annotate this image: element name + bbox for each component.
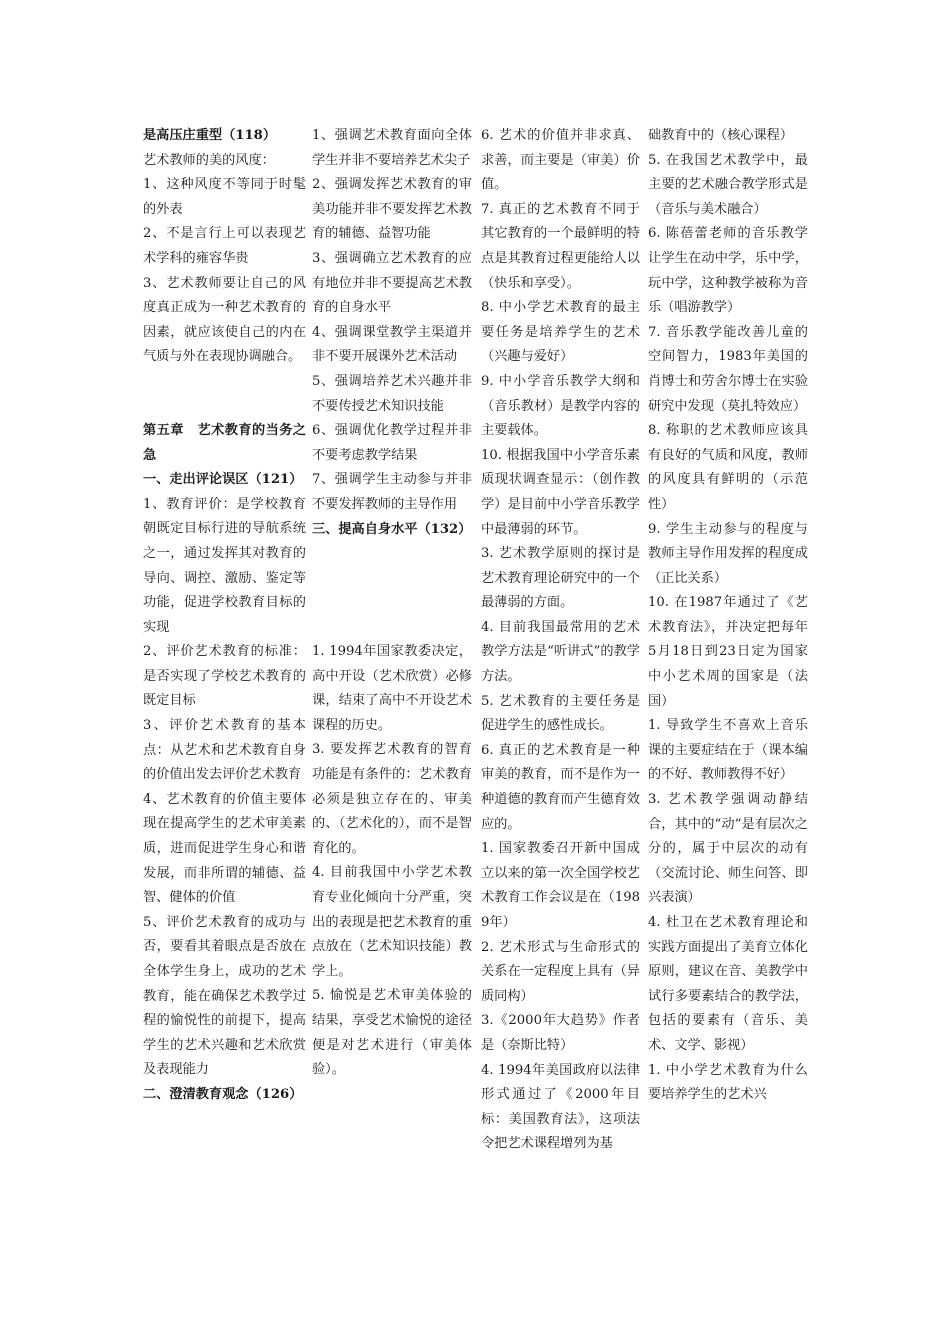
paragraph: 8. 称职的艺术教师应该具有良好的气质和风度，教师的风度具有鲜明的（示范性） — [648, 423, 808, 512]
column-spacer — [143, 370, 306, 419]
paragraph: 5、评价艺术教育的成功与否，要看其着眼点是否放在全体学生身上，成功的艺术教育，能在确保艺术教学过程的愉悦性的前提下，提高学生的艺术兴趣和艺术欣赏及表现能力 — [143, 914, 306, 1078]
paragraph: 2、强调发挥艺术教育的审美功能并非不要发挥艺术教育的辅德、益智功能 — [312, 177, 472, 242]
paragraph: 2. 艺术形式与生命形式的关系在一定程度上具有（异质同构） — [481, 939, 640, 1004]
text-column-2 — [312, 124, 472, 1083]
section-heading: 二、澄清教育观念（126） — [143, 1086, 303, 1102]
paragraph: 艺术教师的美的风度： — [143, 152, 275, 168]
paragraph: 4. 杜卫在艺术教育理论和实践方面提出了美育立体化原则，建议在音、美教学中试行多要素结合的教学法，包括的要素有（音乐、美术、文学、影视） — [648, 915, 808, 1053]
paragraph: 5. 艺术教育的主要任务是促进学生的感性成长。 — [481, 693, 640, 734]
paragraph: 2、评价艺术教育的标准：是否实现了学校艺术教育的既定目标 — [143, 644, 306, 709]
paragraph: 10. 根据我国中小学音乐素质现状调查显示：（创作教学）是目前中小学音乐教学中最薄弱的环节。 — [481, 447, 640, 537]
paragraph: 3、强调确立艺术教育的应有地位并非不要提高艺术教育的自身水平 — [312, 250, 472, 316]
paragraph: 础教育中的（核心课程） — [648, 128, 794, 143]
paragraph: 2、不是言行上可以表现艺术学科的雍容华贵 — [143, 226, 306, 266]
text-column-1 — [143, 124, 306, 1108]
paragraph: 6. 真正的艺术教育是一种审美的教育，而不是作为一种道德的教育而产生德育效应的。 — [481, 742, 640, 832]
paragraph: 3、评价艺术教育的基本点：从艺术和艺术教育自身的价值出发去评价艺术教育 — [143, 718, 306, 783]
paragraph: 6. 陈蓓蕾老师的音乐教学让学生在动中学，乐中学，玩中学，这种教学被称为音乐（唱游教学） — [648, 226, 808, 316]
paragraph: 4、强调课堂教学主渠道并非不要开展课外艺术活动 — [312, 324, 472, 365]
paragraph: 4、艺术教育的价值主要体现在提高学生的艺术审美素质，进而促进学生身心和谐发展，而非所谓的辅德、益智、健体的价值 — [143, 791, 306, 906]
section-heading: 三、提高自身水平（132） — [312, 521, 472, 537]
paragraph: 5、强调培养艺术兴趣并非不要传授艺术知识技能 — [312, 373, 472, 414]
paragraph: 9. 中小学音乐教学大纲和（音乐教材）是教学内容的主要载体。 — [481, 373, 640, 439]
section-heading: 第五章 艺术教育的当务之急 — [143, 422, 306, 463]
paragraph: 4. 1994年美国政府以法律形式通过了《2000年目标：美国教育法》，这项法令把艺术课程增列为基 — [481, 1062, 640, 1152]
paragraph: 1. 1994年国家教委决定，高中开设（艺术欣赏）必修课，结束了高中不开设艺术课程的历史。 — [312, 644, 472, 733]
paragraph: 6. 艺术的价值并非求真、求善，而主要是（审美）价值。 — [481, 128, 640, 193]
paragraph: 4. 目前我国最常用的艺术教学方法是“听讲式”的教学方法。 — [481, 619, 640, 685]
paragraph: 1. 导致学生不喜欢上音乐课的主要症结在于（课本编的不好、教师教得不好） — [648, 718, 808, 783]
paragraph: 3. 艺术教学强调动静结合，其中的“动”是有层次之分的，属于中层次的动有（交流讨论、师生问答、即兴表演） — [648, 792, 808, 906]
paragraph: 5. 愉悦是艺术审美体验的结果，享受艺术愉悦的途径便是对艺术进行（审美体验）。 — [312, 988, 472, 1078]
paragraph: 7、强调学生主动参与并非不要发挥教师的主导作用 — [312, 472, 472, 512]
text-column-4 — [648, 124, 808, 1108]
paragraph: 6、强调优化教学过程并非不要考虑教学结果 — [312, 423, 472, 463]
paragraph: 3. 艺术教学原则的探讨是艺术教育理论研究中的一个最薄弱的方面。 — [481, 546, 640, 611]
paragraph: 3、艺术教师要让自己的风度真正成为一种艺术教育的因素，就应该使自己的内在气质与外在表现协调融合。 — [143, 275, 306, 365]
paragraph: 8. 中小学艺术教育的最主要任务是培养学生的艺术（兴趣与爱好） — [481, 300, 640, 365]
paragraph: 1、这种风度不等同于时髦的外表 — [143, 177, 306, 217]
column-spacer — [312, 542, 472, 640]
paragraph: 3.《2000年大趋势》作者是（奈斯比特） — [481, 1013, 640, 1053]
section-heading: 是高压庄重型（118） — [143, 128, 277, 143]
paragraph: 7. 音乐教学能改善儿童的空间智力，1983年美国的肖博士和劳舍尔博士在实验研究中发现（莫扎特效应） — [648, 324, 808, 414]
paragraph: 9. 学生主动参与的程度与教师主导作用发挥的程度成（正比关系） — [648, 521, 808, 586]
paragraph: 4. 目前我国中小学艺术教育专业化倾向十分严重，突出的表现是把艺术教育的重点放在（艺术知识技能）教学上。 — [312, 865, 472, 979]
paragraph: 1、教育评价：是学校教育朝既定目标行进的导航系统之一，通过发挥其对教育的导向、调控、激励、鉴定等功能，促进学校教育目标的实现 — [143, 496, 306, 635]
paragraph: 10. 在1987年通过了《艺术教育法》，并决定把每年5月18日到23日定为国家中小艺术周的国家是（法国） — [648, 595, 808, 709]
paragraph: 1、强调艺术教育面向全体学生并非不要培养艺术尖子 — [312, 128, 472, 168]
text-column-3 — [481, 124, 640, 1157]
paragraph: 3. 要发挥艺术教育的智育功能是有条件的：艺术教育必须是独立存在的、审美的、（艺术化的），而不是智育化的。 — [312, 742, 472, 856]
paragraph: 7. 真正的艺术教育不同于其它教育的一个最鲜明的特点是其教育过程更能给人以（快乐和享受）。 — [481, 201, 640, 291]
paragraph: 1. 中小学艺术教育为什么要培养学生的艺术兴 — [648, 1062, 808, 1103]
paragraph: 1. 国家教委召开新中国成立以来的第一次全国学校艺术教育工作会议是在（1989年） — [481, 841, 640, 930]
paragraph: 5. 在我国艺术教学中，最主要的艺术融合教学形式是（音乐与美术融合） — [648, 152, 808, 217]
section-heading: 一、走出评论误区（121） — [143, 472, 303, 488]
